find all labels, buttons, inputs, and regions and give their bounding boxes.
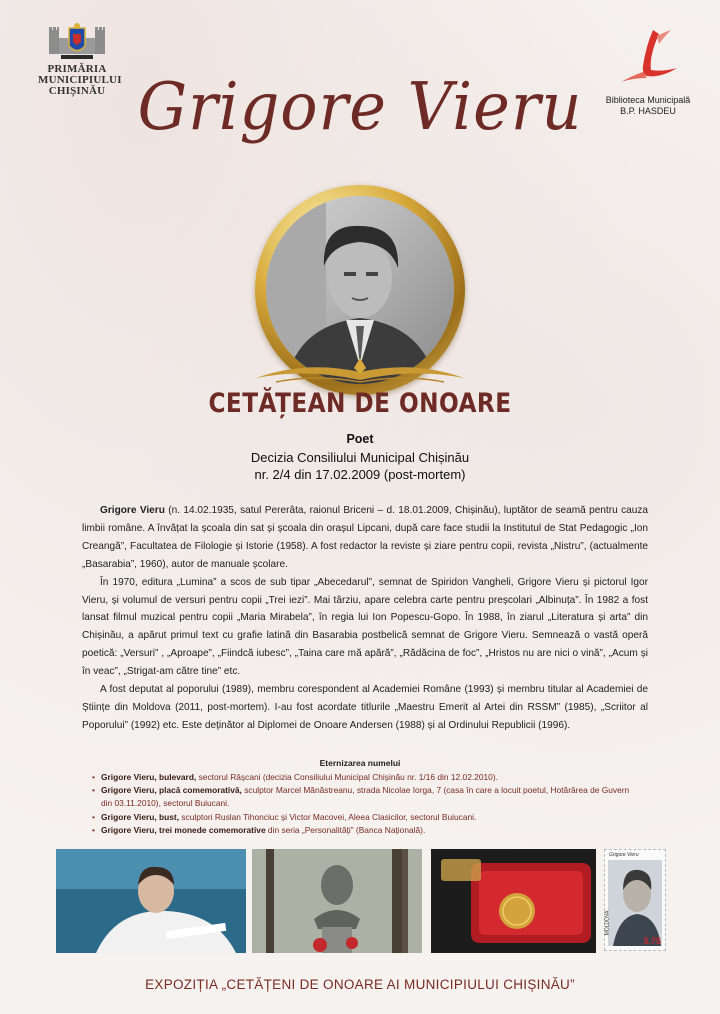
stamp-value: 5.75: [643, 936, 661, 946]
library-line-2: B.P. HASDEU: [620, 106, 676, 116]
bio-paragraph-2: În 1970, editura „Lumina” a scos de sub tipar „Abecedarul”, semnat de Spiridon Vangheli, Grigore Vieru și pictorul Igor Vieru, și volumul de versuri pentru copii „Trei iezi”. Mai târziu, apare celebra carte pentru preșcolari „Albinuța”. În 1982 a fost lansat filmul muzical pentru copii „Maria Mirabela”, în regia lui Ion Popescu-Gopo. În 1988, în ziarul „Literatura și arta” din Chișinău, a apărut primul text cu grafie latină din Basarabia postbelică semnat de Grigore Vieru. Semnează o vastă operă poetică: „Versuri” , „Aproape”, „Fiindcă iubesc”, „Taina care mă apără”, „Rădăcina de foc”, „Hristos nu are nici o vină”, „Acum și în veac”, „Strigat-am către tine” etc.: [82, 576, 648, 678]
bio-paragraph-1: [82, 502, 648, 574]
city-logo-line-3: CHIȘINĂU: [48, 85, 106, 97]
city-logo-line-1: PRIMĂRIA: [47, 63, 107, 75]
gold-ornament-icon: [246, 352, 474, 388]
list-item: [92, 771, 642, 784]
biography: [82, 502, 648, 735]
photo-coin[interactable]: [431, 849, 596, 953]
bio-p1-text: (n. 14.02.1935, satul Pererâta, raionul Briceni – d. 18.01.2009, Chișinău), luptător de seamă pentru cauza limbii române. A învățat la școala din sat și școala din orașul Lipcani, după care face studii la Institutul de Stat Pedagogic „Ion Creangă”, Facultatea de Filologie și Istorie (1958). A fost redactor la reviste și ziare pentru copii, revista „Nistru”, (actualmente „Basarabia”, 1960), autor de manuale școlare.: [82, 505, 649, 570]
list-item-bold: Grigore Vieru, placă comemorativă,: [101, 785, 242, 796]
writing-photo-image: [56, 849, 246, 953]
list-item-bold: Grigore Vieru, trei monede comemorative: [101, 824, 266, 835]
list-item: [92, 784, 642, 810]
eternizare-title: Eternizarea numelui: [319, 758, 401, 768]
stamp-name: Grigore Vieru: [609, 852, 639, 858]
role: Poet: [346, 432, 374, 446]
decision-line-1: Decizia Consiliului Municipal Chișinău: [250, 450, 470, 465]
list-item: [92, 824, 642, 837]
city-logo-line-2: MUNICIPIULUI: [38, 74, 122, 86]
photo-strip: [56, 849, 666, 954]
page-title: Grigore Vieru: [137, 68, 583, 145]
photo-writing[interactable]: [56, 849, 246, 953]
list-item-bold: Grigore Vieru, bulevard,: [101, 772, 197, 782]
list-item-bold: Grigore Vieru, bust,: [101, 811, 180, 822]
list-item-text: sculptori Ruslan Tihonciuc și Victor Macovei, Aleea Clasicilor, sectorul Buiucani.: [179, 811, 477, 822]
library-line-1: Biblioteca Municipală: [605, 95, 691, 105]
decision-line-2: nr. 2/4 din 17.02.2009 (post-mortem): [254, 467, 466, 482]
honor-title: CETĂȚEAN DE ONOARE: [208, 388, 512, 419]
list-item-text: sculptor Marcel Mănăstreanu, strada Nicolae Iorga, 7 (casa în care a locuit poetul, Hotărârea de Guvern din 03.11.2010), sectorul Buiucani.: [101, 785, 630, 809]
list-item-text: din seria „Personalități” (Banca Națională).: [265, 824, 426, 835]
bio-paragraph-3: A fost deputat al poporului (1989), membru corespondent al Academiei Române (1993) și membru titular al Academiei de Științe din Moldova (2011, post-mortem). I-au fost acordate titlurile „Maestru Emerit al Artei din RSSM” (1985), „Scriitor al Poporului” (1992) etc. Este deținător al Diplomei de Onoare Andersen (1988) și al Ordinului Republicii (1996).: [82, 684, 648, 731]
bio-name: Grigore Vieru: [100, 505, 165, 516]
exhibition-footer: EXPOZIȚIA „CETĂȚENI DE ONOARE AI MUNICIPIULUI CHIȘINĂU”: [145, 977, 575, 992]
coin-photo-image: [431, 849, 596, 953]
list-item-text: sectorul Râșcani (decizia Consiliului Municipal Chișinău nr. 1/16 din 12.02.2010).: [196, 772, 498, 782]
chisinau-crest-icon: [47, 22, 107, 60]
stamp-country: MOLDOVA: [604, 910, 611, 936]
list-item: [92, 811, 642, 824]
stamp[interactable]: [604, 849, 666, 951]
stamp-portrait: [605, 850, 665, 950]
bust-photo-image: [252, 849, 422, 953]
photo-bust[interactable]: [252, 849, 422, 953]
eternizare-list: [92, 771, 642, 837]
decision-reference: [0, 449, 720, 483]
